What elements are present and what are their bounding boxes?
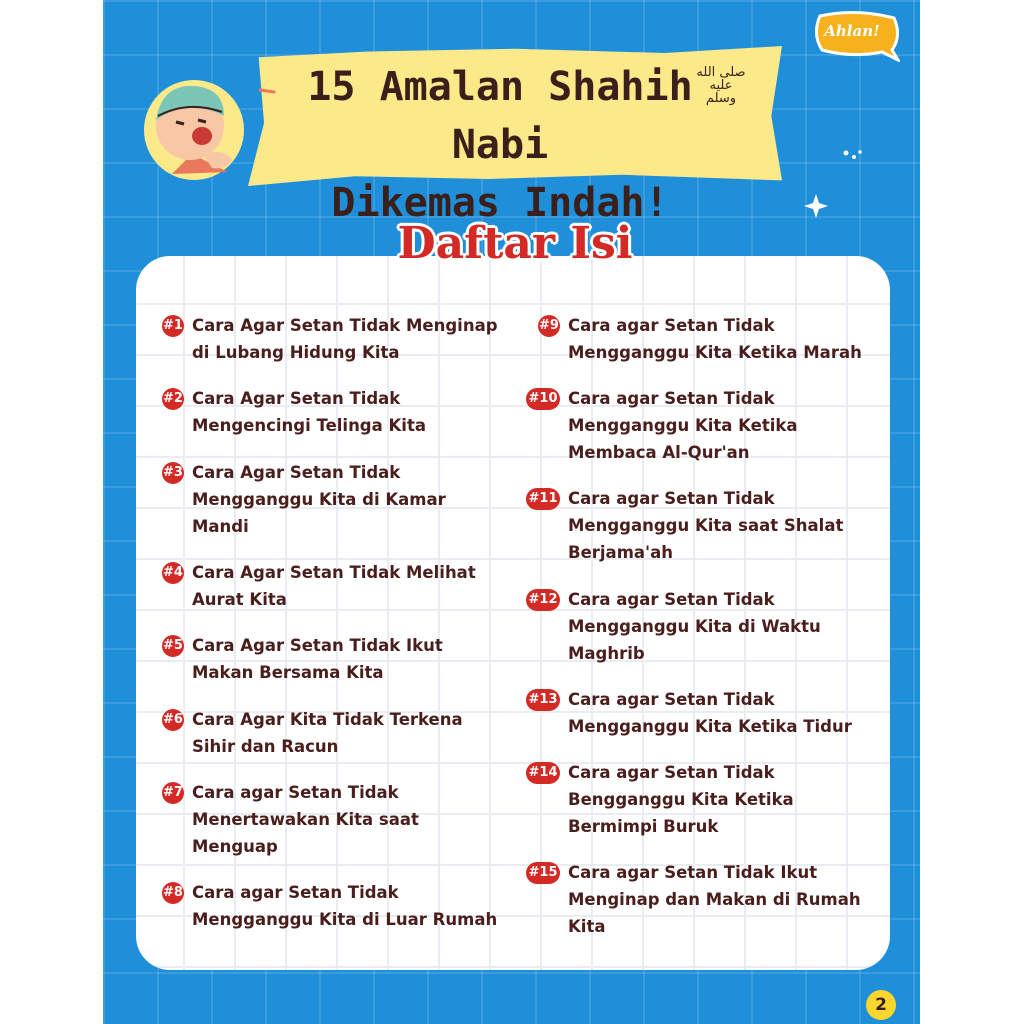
- list-item: [162, 385, 504, 439]
- list-item: [162, 706, 504, 760]
- list-item: [528, 859, 868, 940]
- item-number-badge: #1: [162, 315, 184, 337]
- item-number-badge: #2: [162, 388, 184, 410]
- item-number-badge: #12: [526, 589, 560, 611]
- item-title: Cara agar Setan Tidak Mengganggu Kita saat Shalat Berjama'ah: [568, 489, 844, 562]
- list-item: [528, 586, 868, 667]
- list-item: [162, 559, 504, 613]
- sparkle-dots-icon: [842, 148, 864, 162]
- item-number-badge: #14: [526, 762, 560, 784]
- page-number-badge: 2: [866, 990, 896, 1020]
- item-title: Cara agar Setan Tidak Ikut Menginap dan Makan di Rumah Kita: [568, 863, 861, 936]
- list-item: [528, 485, 868, 566]
- item-title: Cara agar Setan Tidak Mengganggu Kita di Waktu Maghrib: [568, 590, 821, 663]
- item-number-badge: #10: [526, 388, 560, 410]
- item-title: Cara agar Setan Tidak Mengganggu Kita Ketika Membaca Al-Qur'an: [568, 389, 798, 462]
- logo-text: Ahlan!: [824, 22, 880, 40]
- item-title: Cara Agar Setan Tidak Melihat Aurat Kita: [192, 563, 476, 609]
- item-number-badge: #3: [162, 462, 184, 484]
- list-item: [162, 779, 504, 860]
- item-number-badge: #9: [538, 315, 560, 337]
- item-number-badge: #5: [162, 635, 184, 657]
- title-line-2: Dikemas Indah!: [331, 180, 669, 226]
- item-title: Cara agar Setan Tidak Mengganggu Kita di Luar Rumah: [192, 883, 498, 929]
- list-item: [162, 459, 504, 540]
- item-title: Cara agar Setan Tidak Mengganggu Kita Ketika Marah: [568, 316, 862, 362]
- list-item: [528, 686, 868, 740]
- item-number-badge: #8: [162, 882, 184, 904]
- item-number-badge: #4: [162, 562, 184, 584]
- list-item: [162, 312, 504, 366]
- list-item: [162, 879, 504, 933]
- item-number-badge: #6: [162, 709, 184, 731]
- child-mascot-illustration: [132, 64, 252, 188]
- salawat-mark: صلى الله عليه وسلم: [696, 65, 746, 106]
- list-item: [162, 632, 504, 686]
- item-title: Cara Agar Setan Tidak Ikut Makan Bersama Kita: [192, 636, 443, 682]
- table-of-contents-heading: Daftar Isi: [397, 218, 633, 269]
- item-title: Cara agar Setan Tidak Mengganggu Kita Ketika Tidur: [568, 690, 852, 736]
- list-item: [528, 759, 868, 840]
- item-title: Cara agar Setan Tidak Menertawakan Kita saat Menguap: [192, 783, 419, 856]
- item-title: Cara Agar Setan Tidak Mengganggu Kita di Kamar Mandi: [192, 463, 446, 536]
- item-number-badge: #7: [162, 782, 184, 804]
- item-title: Cara Agar Setan Tidak Mengencingi Telinga Kita: [192, 389, 426, 435]
- accent-lines-icon: [256, 80, 278, 104]
- item-title: Cara Agar Kita Tidak Terkena Sihir dan Racun: [192, 710, 463, 756]
- page-title: [270, 58, 730, 232]
- item-title: Cara Agar Setan Tidak Menginap di Lubang Hidung Kita: [192, 316, 498, 362]
- list-item: [538, 312, 868, 366]
- title-line-1: 15 Amalan Shahih Nabi: [307, 64, 693, 168]
- item-number-badge: #15: [526, 862, 560, 884]
- item-number-badge: #13: [526, 689, 560, 711]
- sparkle-icon: [802, 192, 830, 220]
- item-title: Cara agar Setan Tidak Bengganggu Kita Ketika Bermimpi Buruk: [568, 763, 794, 836]
- list-item: [528, 385, 868, 466]
- item-number-badge: #11: [526, 488, 560, 510]
